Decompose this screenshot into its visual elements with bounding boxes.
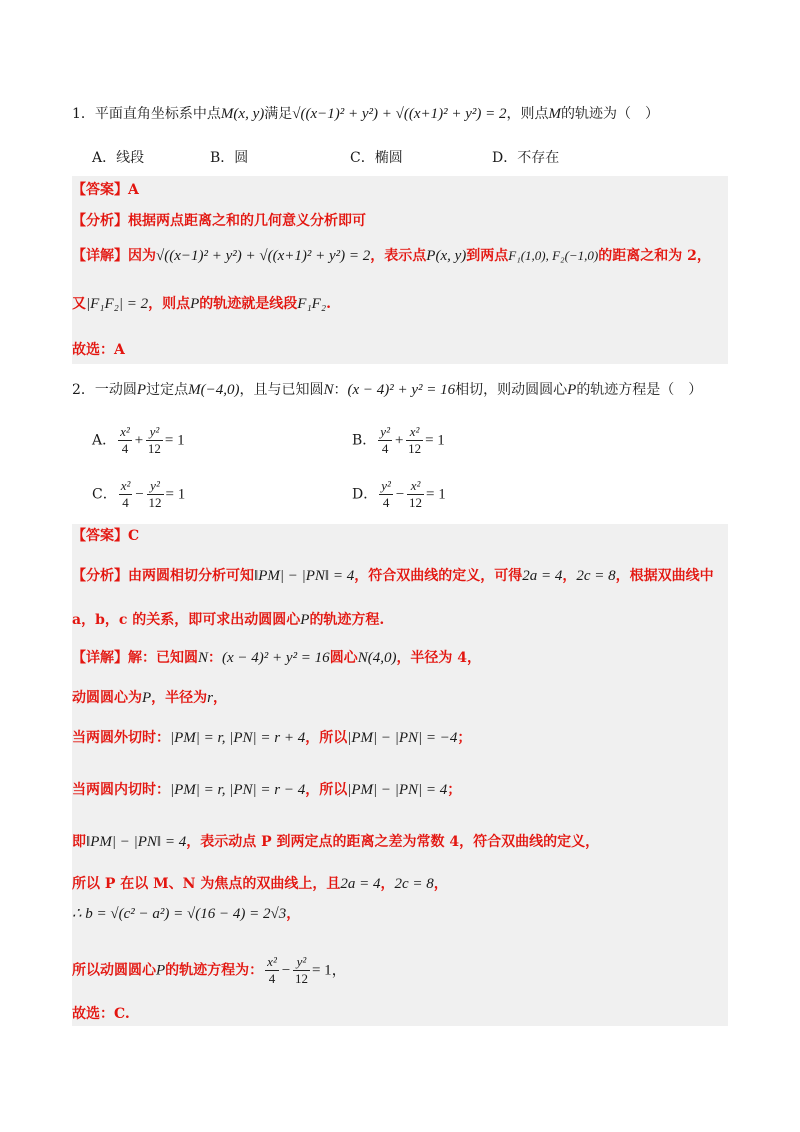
s2-analysis-line-2: a，b，c 的关系，即可求出动圆圆心P的轨迹方程. [72, 612, 385, 628]
s1-detail-line-2: 又|F₁F₂| = 2，则点P的轨迹就是线段F₁F₂. [72, 296, 331, 312]
q1-point-m: M [548, 106, 562, 122]
q1-option-a: A．线段 [92, 150, 145, 166]
s1-choose: 故选：A [72, 342, 125, 358]
s2-choose: 故选：C. [72, 1006, 130, 1022]
q1-option-c: C．椭圆 [350, 150, 403, 166]
s2-detail-line-6: 所以 P 在以 M、N 为焦点的双曲线上，且2a = 4，2c = 8， [72, 876, 448, 892]
solution-2-block [72, 524, 728, 1026]
q1-text: 的轨迹为（ ） [561, 106, 660, 122]
q1-text: 1．平面直角坐标系中点 [72, 106, 221, 122]
s2-answer: 【答案】C [72, 528, 140, 544]
s2-detail-line-4: 当两圆内切时：|PM| = r, |PN| = r − 4，所以|PM| − |PN| = 4； [72, 782, 462, 798]
q1-point-m: M(x, y) [220, 106, 265, 122]
q2-option-a: A． $\frac{\text{x²}}{4}$ + $\frac{\text{y²}}{12}$ = 1 [92, 424, 185, 456]
question-2-stem: 2．一动圆P过定点M(−4,0)，且与已知圆N：(x − 4)² + y² = 16相切，则动圆圆心P的轨迹方程是（ ） [72, 382, 703, 398]
q2-option-d: D． $\frac{\text{y²}}{4}$ − $\frac{\text{x²}}{12}$ = 1 [352, 478, 446, 510]
solution-1-block [72, 176, 728, 364]
s2-detail-line-8: 所以动圆圆心P的轨迹方程为： $\frac{\text{x²}}{4}$ − $\frac{\text{y²}}{12}$ = 1， [72, 954, 347, 986]
s2-detail-line-3: 当两圆外切时：|PM| = r, |PN| = r + 4，所以|PM| − |PN| = −4； [72, 730, 472, 746]
s1-detail-line-1: 【详解】因为√((x−1)² + y²) + √((x+1)² + y²) = 2，表示点P(x, y)到两点F₁(1,0), F₂(−1,0)的距离之和为 2， [72, 248, 711, 264]
q1-option-d: D．不存在 [492, 150, 560, 166]
q1-text: ，则点 [506, 106, 549, 122]
q2-circle-equation: (x − 4)² + y² = 16 [347, 382, 456, 398]
s1-analysis: 【分析】根据两点距离之和的几何意义分析即可 [72, 213, 366, 229]
s1-answer: 【答案】A [72, 182, 139, 198]
s2-detail-line-7: ∴ b = √(c² − a²) = √(16 − 4) = 2√3， [72, 906, 301, 922]
s2-analysis-line-1: 【分析】由两圆相切分析可知‖PM| − |PN‖ = 4，符合双曲线的定义，可得2a = 4，2c = 8，根据双曲线中 [72, 568, 714, 584]
s2-detail-line-5: 即‖PM| − |PN‖ = 4，表示动点 P 到两定点的距离之差为常数 4，符合双曲线的定义， [72, 834, 600, 850]
q2-option-c: C． $\frac{\text{x²}}{4}$ − $\frac{\text{y²}}{12}$ = 1 [92, 478, 186, 510]
s1-equation: √((x−1)² + y²) + √((x+1)² + y²) = 2 [156, 248, 371, 264]
q1-option-b: B．圆 [210, 150, 249, 166]
s2-detail-line-2: 动圆圆心为P，半径为r， [72, 690, 228, 706]
question-1-stem [72, 104, 659, 124]
s2-detail-line-1: 【详解】解：已知圆N：(x − 4)² + y² = 16圆心N(4,0)，半径为 4， [72, 650, 482, 666]
q2-option-b: B． $\frac{\text{y²}}{4}$ + $\frac{\text{x²}}{12}$ = 1 [352, 424, 445, 456]
q1-text: 满足 [264, 106, 293, 122]
q1-equation: √((x−1)² + y²) + √((x+1)² + y²) = 2 [292, 106, 507, 122]
